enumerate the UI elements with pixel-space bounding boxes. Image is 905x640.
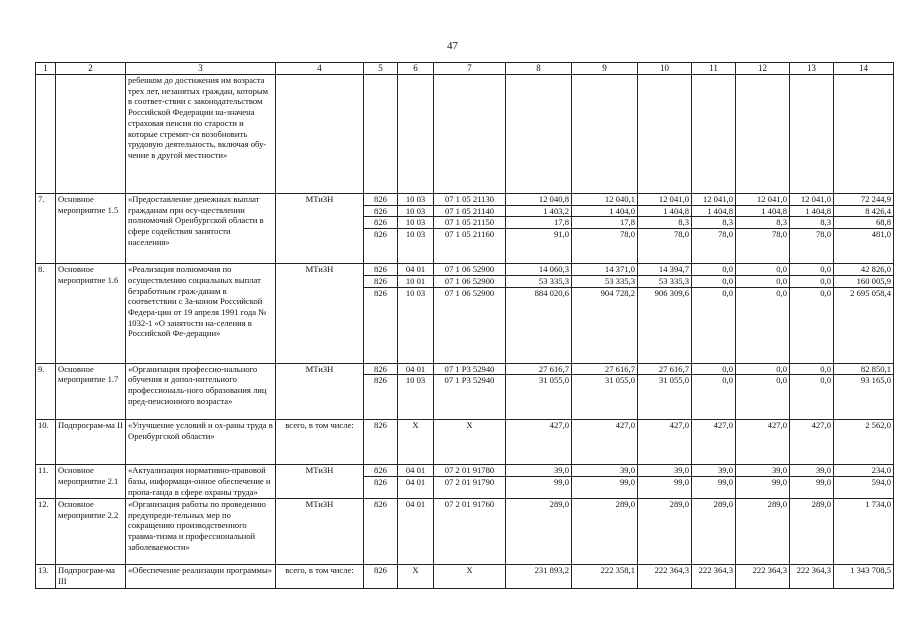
table-row xyxy=(36,194,894,206)
cell-value: 99,0 xyxy=(572,476,638,498)
cell-value: 0,0 xyxy=(736,363,790,375)
cell-value: 904 728,2 xyxy=(572,287,638,363)
column-header: 2 xyxy=(56,63,126,75)
continuation-text: ребенком до достижения им возраста трех лет, незанятых граждан, которым в соответ-ствии с законодательством Российской Федерации на-значена страховая пенсия по старости и которые стремят-ся возобновить трудовую деятельность, включая обу-чение в другой местности» xyxy=(126,75,276,194)
cell-code: 07 2 01 91760 xyxy=(434,498,506,564)
cell-value: 0,0 xyxy=(736,264,790,276)
column-header: 6 xyxy=(398,63,434,75)
cell-total: 481,0 xyxy=(834,229,894,264)
cell-section: 04 01 xyxy=(398,465,434,477)
cell-value: 8,3 xyxy=(692,217,736,229)
cell-value: 39,0 xyxy=(692,465,736,477)
cell-section: 10 03 xyxy=(398,375,434,420)
cell-value: 427,0 xyxy=(790,420,834,465)
cell-value: 17,8 xyxy=(572,217,638,229)
cell-grbs: 826 xyxy=(364,205,398,217)
row-name: «Обеспечение реализации программы» xyxy=(126,564,276,588)
cell-value: 222 364,3 xyxy=(736,564,790,588)
cell-grbs: 826 xyxy=(364,476,398,498)
row-name: «Организация работы по проведению предупреди-тельных мер по сокращению производственного травма-тизма и профессиональной заболеваемости» xyxy=(126,498,276,564)
cell-value: 8,3 xyxy=(638,217,692,229)
cell-grbs: 826 xyxy=(364,229,398,264)
row-name: «Реализация полномочия по осуществлению социальных выплат безработным граж-данам в соответствии с За-коном Российской Федера-ции от 19 апреля 1991 года № 1032-1 «О занятости на-селения в Российской Фе-дерации» xyxy=(126,264,276,363)
cell-value: 39,0 xyxy=(736,465,790,477)
cell-section: 04 01 xyxy=(398,498,434,564)
cell-value: 53 335,3 xyxy=(638,275,692,287)
table-row xyxy=(36,363,894,375)
cell-value: 1 404,8 xyxy=(692,205,736,217)
row-executor: МТиЗН xyxy=(276,264,364,363)
cell-value: 1 403,2 xyxy=(506,205,572,217)
row-number: 11. xyxy=(36,465,56,499)
column-header: 1 xyxy=(36,63,56,75)
row-number: 13. xyxy=(36,564,56,588)
cell-value: 289,0 xyxy=(790,498,834,564)
cell-section: 10 01 xyxy=(398,275,434,287)
cell-total: 8 426,4 xyxy=(834,205,894,217)
cell-code: 07 1 P3 52940 xyxy=(434,363,506,375)
cell-value: 222 364,3 xyxy=(638,564,692,588)
cell-value: 14 060,3 xyxy=(506,264,572,276)
cell-value: 0,0 xyxy=(692,264,736,276)
cell-value: 39,0 xyxy=(638,465,692,477)
cell-value: 12 041,0 xyxy=(692,194,736,206)
table-row xyxy=(36,465,894,477)
cell-code: 07 1 P3 52940 xyxy=(434,375,506,420)
table-row xyxy=(36,498,894,564)
row-name: «Улучшение условий и ох-раны труда в Оренбургской области» xyxy=(126,420,276,465)
budget-table xyxy=(35,62,894,589)
cell-value: 99,0 xyxy=(790,476,834,498)
cell-value: 0,0 xyxy=(790,264,834,276)
cell-grbs: 826 xyxy=(364,498,398,564)
row-type: Основное мероприятие 1.6 xyxy=(56,264,126,363)
cell-value: 0,0 xyxy=(692,287,736,363)
cell-total: 68,8 xyxy=(834,217,894,229)
column-header: 4 xyxy=(276,63,364,75)
cell-total: 2 695 058,4 xyxy=(834,287,894,363)
cell-grbs: 826 xyxy=(364,194,398,206)
cell-value: 0,0 xyxy=(790,287,834,363)
cell-grbs: 826 xyxy=(364,217,398,229)
row-number: 7. xyxy=(36,194,56,264)
cell-total: 82 850,1 xyxy=(834,363,894,375)
cell-grbs: 826 xyxy=(364,375,398,420)
cell-code: 07 1 06 52900 xyxy=(434,264,506,276)
row-number: 8. xyxy=(36,264,56,363)
cell-value: 99,0 xyxy=(736,476,790,498)
cell-value: 12 041,0 xyxy=(790,194,834,206)
column-header: 3 xyxy=(126,63,276,75)
cell-value: 0,0 xyxy=(790,363,834,375)
row-type: Подпрограм-ма III xyxy=(56,564,126,588)
cell-value: 78,0 xyxy=(692,229,736,264)
cell-value: 27 616,7 xyxy=(572,363,638,375)
cell-value: 8,3 xyxy=(790,217,834,229)
column-header: 5 xyxy=(364,63,398,75)
cell-value: 222 364,3 xyxy=(692,564,736,588)
cell-value: 8,3 xyxy=(736,217,790,229)
column-header: 7 xyxy=(434,63,506,75)
cell-grbs: 826 xyxy=(364,287,398,363)
cell-section: Х xyxy=(398,420,434,465)
row-type: Основное мероприятие 2.1 xyxy=(56,465,126,499)
cell-section: 04 01 xyxy=(398,264,434,276)
cell-value: 0,0 xyxy=(736,375,790,420)
cell-value: 1 404,8 xyxy=(736,205,790,217)
cell-value: 289,0 xyxy=(736,498,790,564)
row-type: Подпрограм-ма II xyxy=(56,420,126,465)
cell-value: 1 404,8 xyxy=(790,205,834,217)
cell-value: 14 371,0 xyxy=(572,264,638,276)
cell-grbs: 826 xyxy=(364,363,398,375)
cell-value: 0,0 xyxy=(790,275,834,287)
column-header: 9 xyxy=(572,63,638,75)
cell-value: 427,0 xyxy=(692,420,736,465)
cell-value: 0,0 xyxy=(692,363,736,375)
cell-value: 906 309,6 xyxy=(638,287,692,363)
cell-section: 04 01 xyxy=(398,476,434,498)
cell-grbs: 826 xyxy=(364,465,398,477)
cell-value: 53 335,3 xyxy=(506,275,572,287)
cell-total: 1 343 708,5 xyxy=(834,564,894,588)
cell-value: 12 041,0 xyxy=(638,194,692,206)
cell-value: 27 616,7 xyxy=(506,363,572,375)
cell-grbs: 826 xyxy=(364,420,398,465)
column-header: 13 xyxy=(790,63,834,75)
cell-code: Х xyxy=(434,564,506,588)
cell-code: 07 1 05 21130 xyxy=(434,194,506,206)
row-number: 10. xyxy=(36,420,56,465)
cell-value: 1 404,8 xyxy=(638,205,692,217)
cell-value: 289,0 xyxy=(692,498,736,564)
cell-grbs: 826 xyxy=(364,564,398,588)
cell-value: 99,0 xyxy=(692,476,736,498)
row-executor: всего, в том числе: xyxy=(276,564,364,588)
cell-section: 10 03 xyxy=(398,194,434,206)
cell-value: 27 616,7 xyxy=(638,363,692,375)
cell-value: 0,0 xyxy=(736,275,790,287)
table-row xyxy=(36,564,894,588)
row-number: 12. xyxy=(36,498,56,564)
column-header: 14 xyxy=(834,63,894,75)
cell-value: 78,0 xyxy=(790,229,834,264)
cell-value: 231 893,2 xyxy=(506,564,572,588)
cell-value: 39,0 xyxy=(572,465,638,477)
cell-section: Х xyxy=(398,564,434,588)
row-name: «Актуализация нормативно-правовой базы, информаци-онное обеспечение и пропа-ганда в сфере охраны труда» xyxy=(126,465,276,499)
cell-grbs: 826 xyxy=(364,264,398,276)
row-type: Основное мероприятие 1.7 xyxy=(56,363,126,420)
column-header: 8 xyxy=(506,63,572,75)
cell-value: 289,0 xyxy=(506,498,572,564)
cell-grbs: 826 xyxy=(364,275,398,287)
column-header: 12 xyxy=(736,63,790,75)
cell-total: 42 826,0 xyxy=(834,264,894,276)
cell-value: 427,0 xyxy=(572,420,638,465)
cell-section: 10 03 xyxy=(398,287,434,363)
row-executor: МТиЗН xyxy=(276,498,364,564)
continuation-row xyxy=(36,75,894,194)
column-header: 11 xyxy=(692,63,736,75)
cell-code: 07 1 06 52900 xyxy=(434,275,506,287)
cell-value: 12 041,0 xyxy=(736,194,790,206)
row-name: «Организация профессио-нального обучения и допол-нительного профессиональ-ного образования лиц пред-пенсионного возраста» xyxy=(126,363,276,420)
cell-value: 289,0 xyxy=(638,498,692,564)
cell-value: 31 055,0 xyxy=(638,375,692,420)
cell-value: 289,0 xyxy=(572,498,638,564)
cell-value: 1 404,0 xyxy=(572,205,638,217)
cell-value: 427,0 xyxy=(638,420,692,465)
cell-section: 10 03 xyxy=(398,229,434,264)
cell-code: 07 2 01 91780 xyxy=(434,465,506,477)
row-type: Основное мероприятие 1.5 xyxy=(56,194,126,264)
cell-value: 99,0 xyxy=(638,476,692,498)
cell-value: 12 040,1 xyxy=(572,194,638,206)
row-type: Основное мероприятие 2.2 xyxy=(56,498,126,564)
cell-section: 10 03 xyxy=(398,205,434,217)
row-executor: всего, в том числе: xyxy=(276,420,364,465)
cell-value: 884 020,6 xyxy=(506,287,572,363)
cell-value: 39,0 xyxy=(790,465,834,477)
cell-value: 31 055,0 xyxy=(572,375,638,420)
cell-total: 234,0 xyxy=(834,465,894,477)
cell-total: 72 244,9 xyxy=(834,194,894,206)
cell-value: 39,0 xyxy=(506,465,572,477)
cell-value: 12 040,8 xyxy=(506,194,572,206)
cell-value: 0,0 xyxy=(736,287,790,363)
cell-value: 78,0 xyxy=(736,229,790,264)
column-header: 10 xyxy=(638,63,692,75)
cell-total: 594,0 xyxy=(834,476,894,498)
header-row xyxy=(36,63,894,75)
cell-total: 2 562,0 xyxy=(834,420,894,465)
cell-value: 31 055,0 xyxy=(506,375,572,420)
cell-value: 427,0 xyxy=(736,420,790,465)
page-number: 47 xyxy=(447,40,458,52)
cell-value: 222 358,1 xyxy=(572,564,638,588)
row-executor: МТиЗН xyxy=(276,363,364,420)
cell-code: 07 2 01 91790 xyxy=(434,476,506,498)
cell-value: 78,0 xyxy=(572,229,638,264)
cell-value: 53 335,3 xyxy=(572,275,638,287)
cell-section: 04 01 xyxy=(398,363,434,375)
row-executor: МТиЗН xyxy=(276,194,364,264)
cell-value: 14 394,7 xyxy=(638,264,692,276)
row-name: «Предоставление денежных выплат гражданам при осу-ществлении полномочий Оренбургской области в сфере содействия занятости населения» xyxy=(126,194,276,264)
cell-code: 07 1 05 21140 xyxy=(434,205,506,217)
cell-total: 1 734,0 xyxy=(834,498,894,564)
table-row xyxy=(36,420,894,465)
cell-code: 07 1 05 21150 xyxy=(434,217,506,229)
cell-code: 07 1 05 21160 xyxy=(434,229,506,264)
row-executor: МТиЗН xyxy=(276,465,364,499)
cell-total: 93 165,0 xyxy=(834,375,894,420)
cell-value: 78,0 xyxy=(638,229,692,264)
cell-total: 160 005,9 xyxy=(834,275,894,287)
cell-value: 91,0 xyxy=(506,229,572,264)
cell-value: 0,0 xyxy=(692,275,736,287)
cell-value: 0,0 xyxy=(790,375,834,420)
cell-code: Х xyxy=(434,420,506,465)
cell-value: 17,8 xyxy=(506,217,572,229)
cell-code: 07 1 06 52900 xyxy=(434,287,506,363)
cell-section: 10 03 xyxy=(398,217,434,229)
cell-value: 0,0 xyxy=(692,375,736,420)
cell-value: 427,0 xyxy=(506,420,572,465)
cell-value: 222 364,3 xyxy=(790,564,834,588)
cell-value: 99,0 xyxy=(506,476,572,498)
table-row xyxy=(36,264,894,276)
row-number: 9. xyxy=(36,363,56,420)
